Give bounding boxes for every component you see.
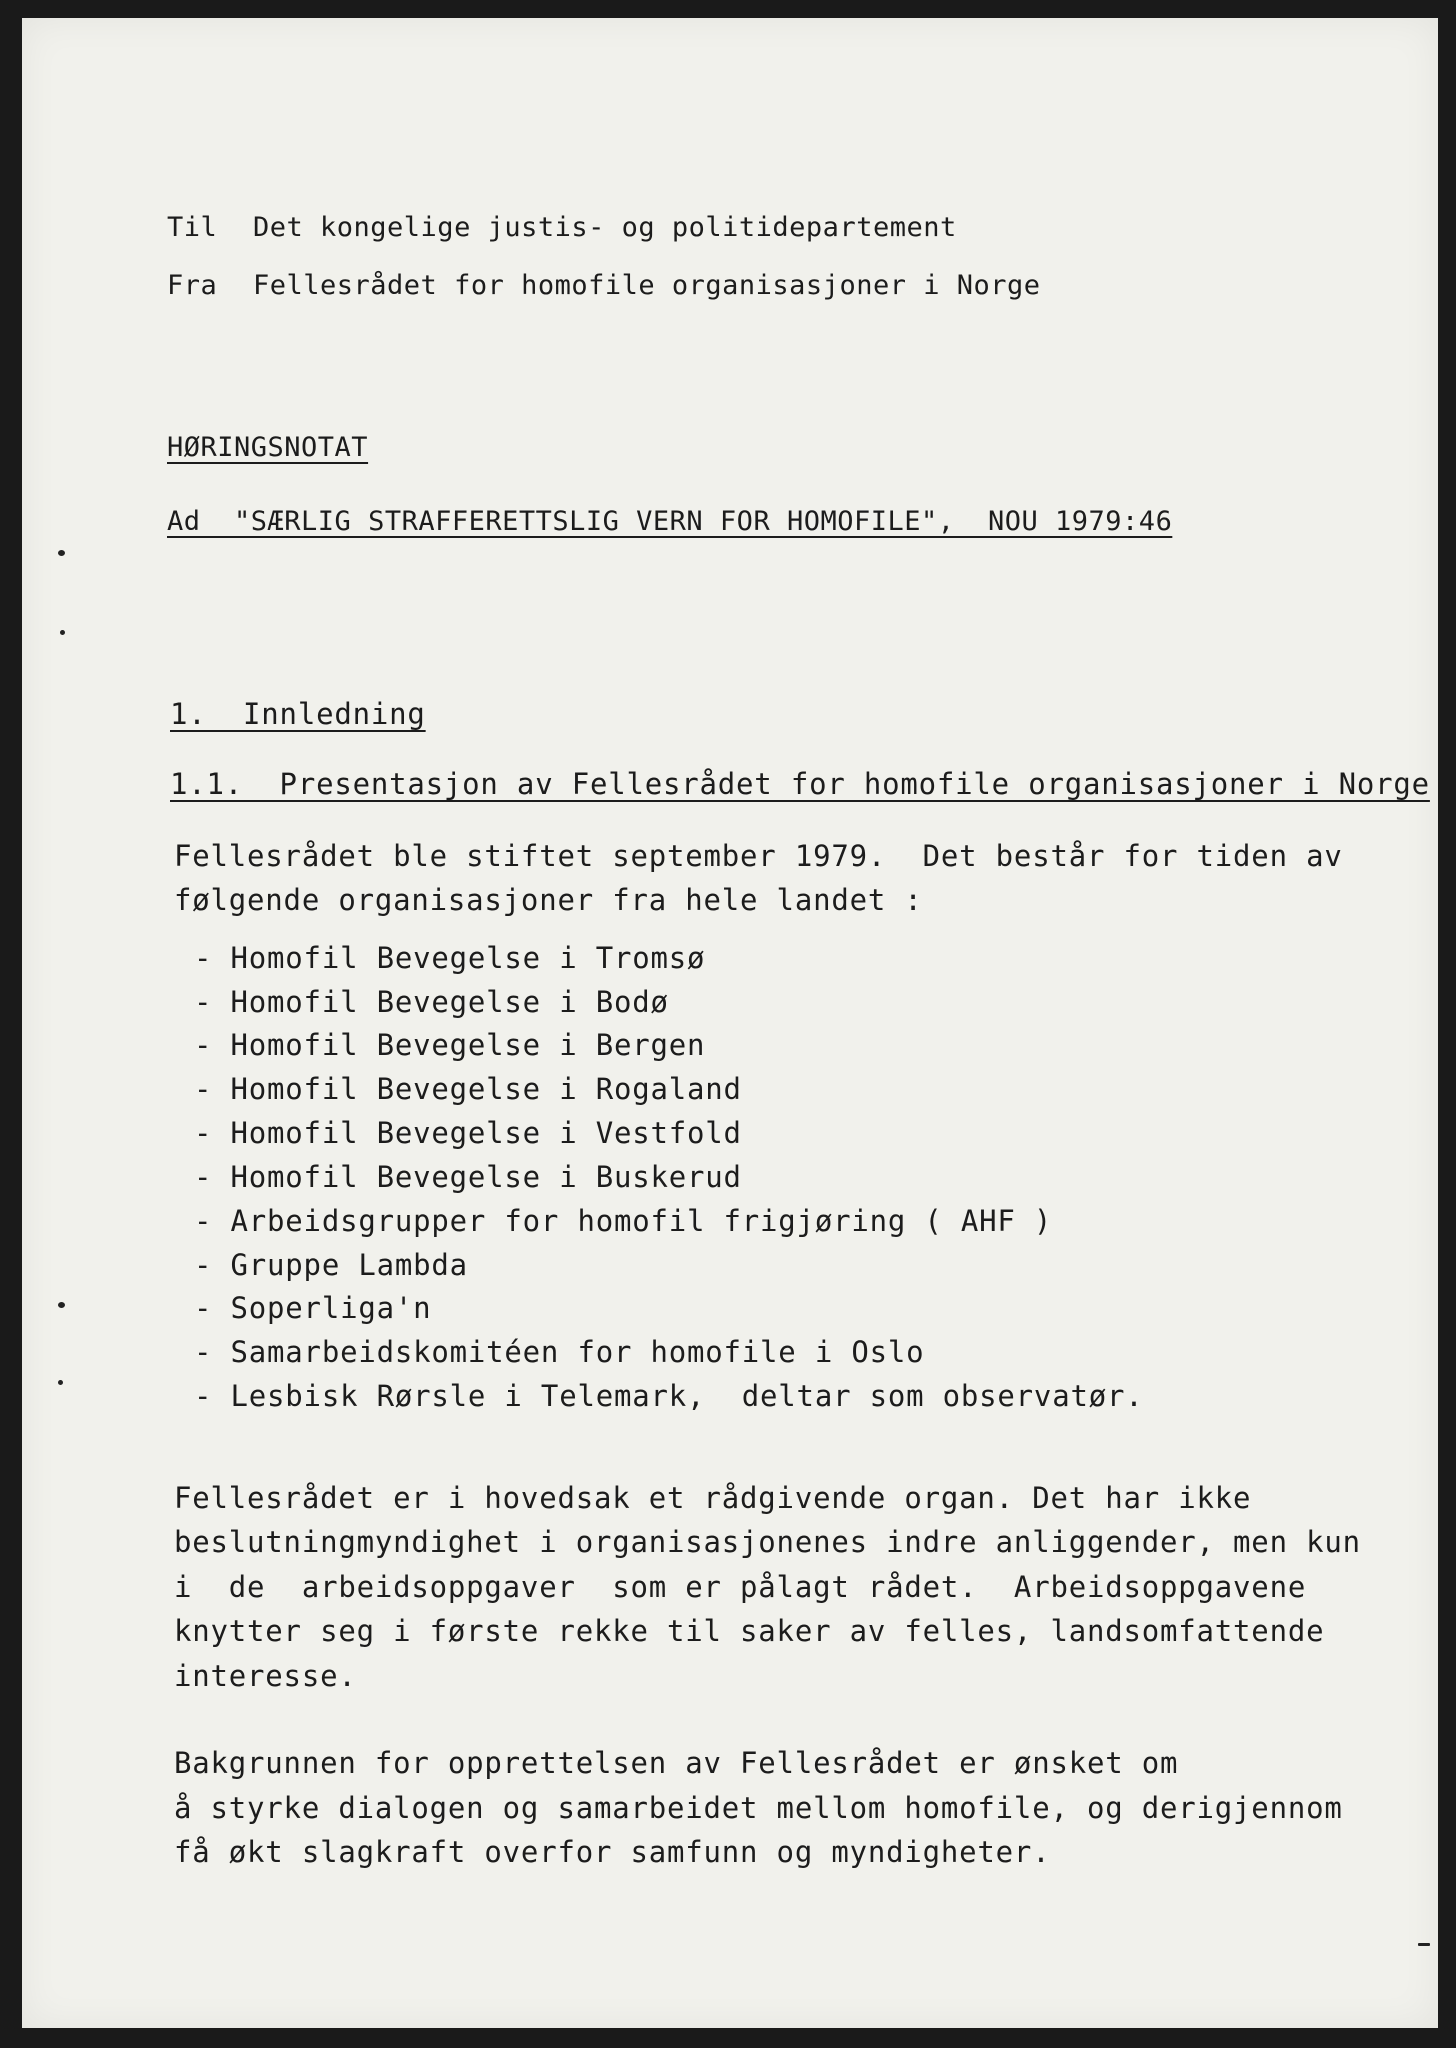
subsection-heading: 1.1. Presentasjon av Fellesrådet for homofile organisasjoner i Norge xyxy=(170,767,1430,801)
document-subject: Ad "SÆRLIG STRAFFERETTSLIG VERN FOR HOMOFILE", NOU 1979:46 xyxy=(167,506,1173,537)
section-heading: 1. Innledning xyxy=(170,697,426,731)
paragraph-line: beslutningmyndighet i organisasjonenes indre anliggender, men kun xyxy=(174,1525,1361,1559)
from-sender: Fellesrådet for homofile organisasjoner i Norge xyxy=(253,270,1041,301)
list-item: - Homofil Bevegelse i Buskerud xyxy=(194,1160,742,1194)
scan-speck xyxy=(58,550,65,556)
document-page xyxy=(22,18,1438,2028)
list-item: - Arbeidsgrupper for homofil frigjøring ( AHF ) xyxy=(194,1204,1053,1238)
scan-speck xyxy=(60,630,65,635)
to-recipient: Det kongelige justis- og politidepartement xyxy=(253,212,957,243)
list-item: - Homofil Bevegelse i Rogaland xyxy=(194,1072,742,1106)
intro-line: Fellesrådet ble stiftet september 1979. Det består for tiden av xyxy=(174,839,1343,873)
paragraph-line: knytter seg i første rekke til saker av felles, landsomfattende xyxy=(174,1614,1325,1648)
list-item: - Homofil Bevegelse i Vestfold xyxy=(194,1116,742,1150)
list-item: - Lesbisk Rørsle i Telemark, deltar som observatør. xyxy=(194,1379,1144,1413)
document-heading: HØRINGSNOTAT xyxy=(167,432,369,463)
paragraph-line: Fellesrådet er i hovedsak et rådgivende organ. Det har ikke xyxy=(174,1481,1252,1515)
list-item: - Homofil Bevegelse i Bergen xyxy=(194,1028,706,1062)
scan-speck xyxy=(1418,1943,1430,1946)
list-item: - Homofil Bevegelse i Tromsø xyxy=(194,941,706,975)
paragraph-line: Bakgrunnen for opprettelsen av Fellesrådet er ønsket om xyxy=(174,1746,1179,1780)
from-label: Fra xyxy=(167,270,218,301)
scan-speck xyxy=(58,1302,65,1308)
paragraph-line: å styrke dialogen og samarbeidet mellom homofile, og derigjennom xyxy=(174,1791,1343,1825)
paragraph-line: i de arbeidsoppgaver som er pålagt rådet. Arbeidsoppgavene xyxy=(174,1570,1307,1604)
list-item: - Samarbeidskomitéen for homofile i Oslo xyxy=(194,1335,925,1369)
scan-speck xyxy=(58,1380,63,1385)
intro-line: følgende organisasjoner fra hele landet : xyxy=(174,883,923,917)
list-item: - Soperliga'n xyxy=(194,1291,432,1325)
to-label: Til xyxy=(167,212,218,243)
list-item: - Homofil Bevegelse i Bodø xyxy=(194,985,669,1019)
paragraph-line: få økt slagkraft overfor samfunn og myndigheter. xyxy=(174,1835,1051,1869)
list-item: - Gruppe Lambda xyxy=(194,1248,468,1282)
paragraph-line: interesse. xyxy=(174,1659,357,1693)
